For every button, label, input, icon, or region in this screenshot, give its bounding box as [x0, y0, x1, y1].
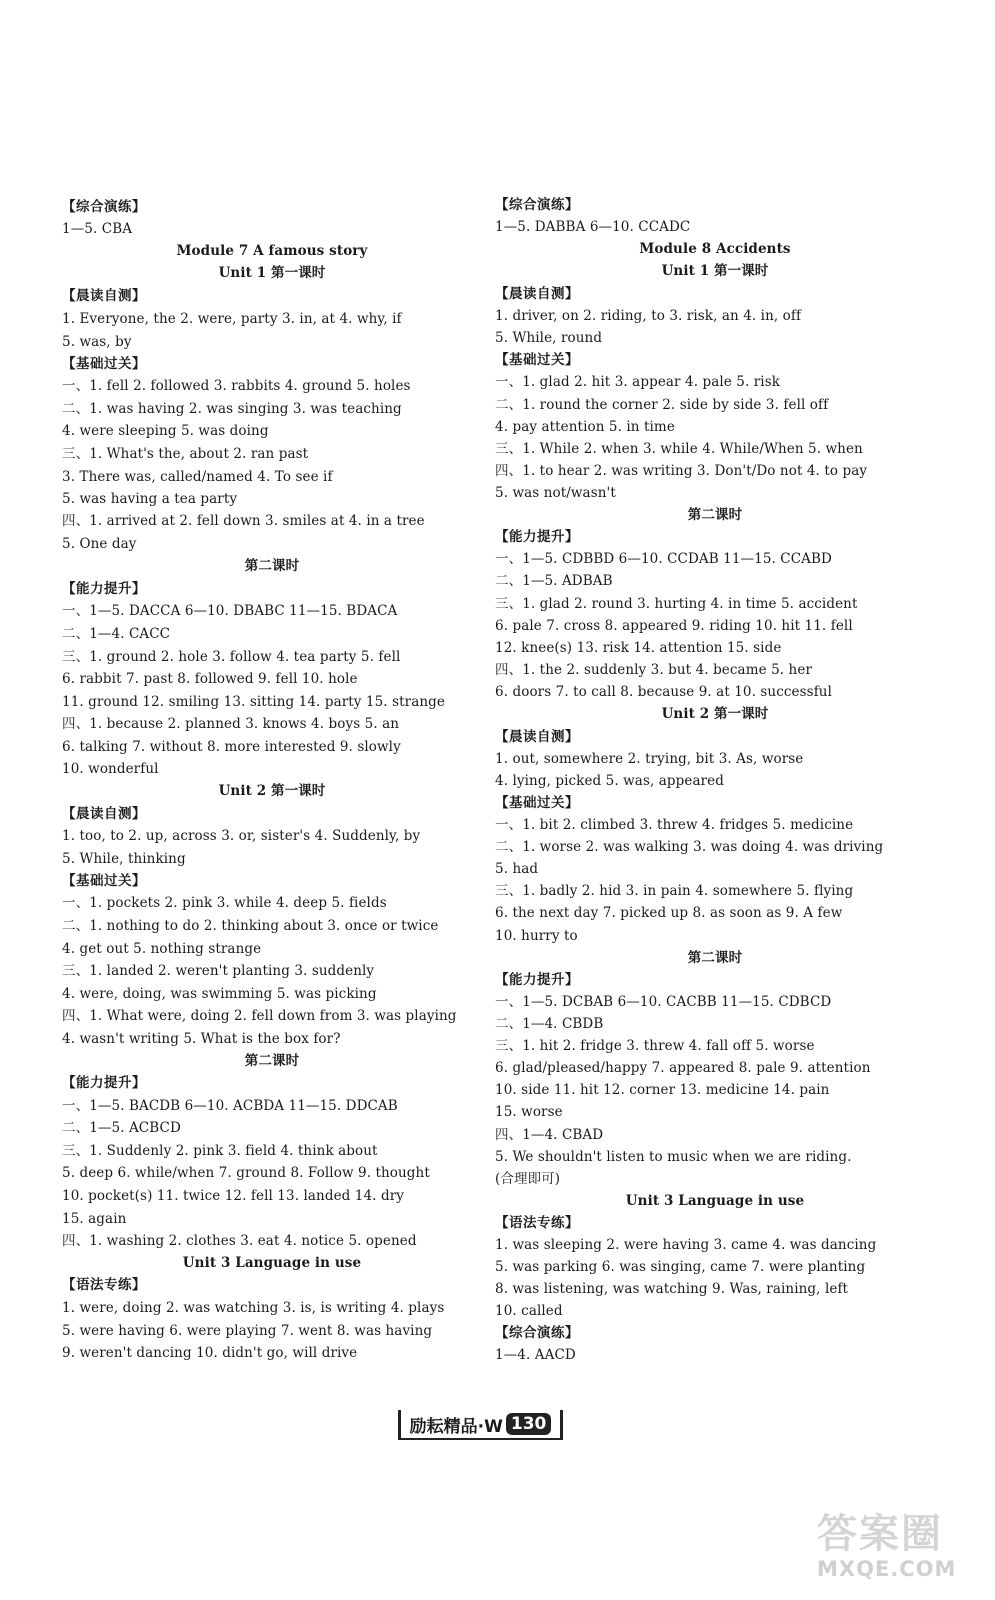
answer-line: 一、1—5. CDBBD 6—10. CCDAB 11—15. CCABD [495, 551, 832, 567]
answer-line: 1. Everyone, the 2. were, party 3. in, at 4. why, if [62, 311, 402, 327]
answer-line: 6. pale 7. cross 8. appeared 9. riding 10. hit 11. fell [495, 618, 853, 634]
watermark-logo-text: 答案圈 [817, 1511, 943, 1557]
answer-line: 11. ground 12. smiling 13. sitting 14. party 15. strange [62, 694, 445, 710]
section-header: 【能力提升】 [495, 972, 579, 988]
answer-line: 三、1. glad 2. round 3. hurting 4. in time 5. accident [495, 596, 858, 612]
answer-line: 4. were, doing, was swimming 5. was picking [62, 986, 377, 1002]
answer-line: 4. lying, picked 5. was, appeared [495, 773, 725, 789]
answer-line: 二、1—4. CBDB [495, 1016, 604, 1032]
lesson-title: 第二课时 [244, 1053, 300, 1069]
answer-line: 3. There was, called/named 4. To see if [62, 469, 333, 485]
answer-line: 一、1. fell 2. followed 3. rabbits 4. ground 5. holes [62, 378, 411, 394]
section-header: 【语法专练】 [495, 1215, 579, 1231]
section-header: 【晨读自测】 [495, 286, 579, 302]
answer-line: 二、1. worse 2. was walking 3. was doing 4. was driving [495, 839, 884, 855]
answer-line: 8. was listening, was watching 9. Was, raining, left [495, 1281, 849, 1297]
answer-line: 四、1. washing 2. clothes 3. eat 4. notice 5. opened [62, 1233, 417, 1249]
answer-line: 1. too, to 2. up, across 3. or, sister's 4. Suddenly, by [62, 828, 421, 844]
answer-line: 4. wasn't writing 5. What is the box for? [62, 1031, 341, 1047]
answer-line: 15. worse [495, 1104, 563, 1120]
answer-line: 10. pocket(s) 11. twice 12. fell 13. landed 14. dry [62, 1188, 404, 1204]
section-header: 【能力提升】 [62, 1075, 146, 1091]
lesson-title: 第二课时 [687, 507, 743, 523]
unit-title: Unit 1 第一课时 [218, 265, 326, 281]
section-header: 【综合演练】 [495, 197, 579, 213]
answer-line: 1. was sleeping 2. were having 3. came 4. was dancing [495, 1237, 877, 1253]
lesson-title: 第二课时 [687, 950, 743, 966]
section-header: 【能力提升】 [495, 529, 579, 545]
answer-line: 一、1. pockets 2. pink 3. while 4. deep 5. fields [62, 895, 387, 911]
answer-line: 10. called [495, 1303, 563, 1319]
answer-line: 5. While, round [495, 330, 603, 346]
section-header: 【语法专练】 [62, 1277, 146, 1293]
answer-line: 1. were, doing 2. was watching 3. is, is writing 4. plays [62, 1300, 445, 1316]
unit-title: Unit 3 Language in use [182, 1255, 362, 1271]
answer-line: 6. doors 7. to call 8. because 9. at 10. successful [495, 684, 833, 700]
answer-line: 1—5. CBA [62, 221, 133, 237]
answer-line: 6. rabbit 7. past 8. followed 9. fell 10. hole [62, 671, 358, 687]
answer-line: 5. had [495, 861, 539, 877]
answer-line: 4. get out 5. nothing strange [62, 941, 262, 957]
section-header: 【晨读自测】 [62, 288, 146, 304]
section-header: 【基础过关】 [495, 352, 579, 368]
section-header: 【基础过关】 [495, 795, 579, 811]
answer-line: 一、1—5. DCBAB 6—10. CACBB 11—15. CDBCD [495, 994, 832, 1010]
answer-line: 三、1. landed 2. weren't planting 3. suddenly [62, 963, 375, 979]
answer-line: 四、1. to hear 2. was writing 3. Don't/Do not 4. to pay [495, 463, 868, 479]
answer-line: 1. driver, on 2. riding, to 3. risk, an 4. in, off [495, 308, 802, 324]
answer-line: 5. were having 6. were playing 7. went 8. was having [62, 1323, 433, 1339]
answer-line: 一、1. bit 2. climbed 3. threw 4. fridges 5. medicine [495, 817, 854, 833]
answer-line: 5. While, thinking [62, 851, 186, 867]
answer-line: 10. hurry to [495, 928, 578, 944]
module-title: Module 7 A famous story [176, 243, 368, 259]
answer-line: 5. was having a tea party [62, 491, 238, 507]
answer-line: 二、1—5. ACBCD [62, 1120, 181, 1136]
answer-line: 10. side 11. hit 12. corner 13. medicine 14. pain [495, 1082, 830, 1098]
answer-line: 四、1. because 2. planned 3. knows 4. boys 5. an [62, 716, 400, 732]
answer-line: 四、1. arrived at 2. fell down 3. smiles at 4. in a tree [62, 513, 425, 529]
answer-line: 5. was not/wasn't [495, 485, 616, 501]
answer-line: 四、1. the 2. suddenly 3. but 4. became 5. her [495, 662, 812, 678]
section-header: 【综合演练】 [495, 1325, 579, 1341]
answer-line: 二、1. round the corner 2. side by side 3. fell off [495, 397, 829, 413]
answer-line: 5. was parking 6. was singing, came 7. were planting [495, 1259, 866, 1275]
answer-line: 一、1. glad 2. hit 3. appear 4. pale 5. risk [495, 374, 781, 390]
answer-line: 四、1—4. CBAD [495, 1127, 604, 1143]
section-header: 【晨读自测】 [62, 806, 146, 822]
page-number: 130 [506, 1413, 552, 1435]
answer-line: 三、1. hit 2. fridge 3. threw 4. fall off 5. worse [495, 1038, 815, 1054]
answer-line: 二、1. was having 2. was singing 3. was teaching [62, 401, 402, 417]
unit-title: Unit 1 第一课时 [661, 263, 769, 279]
answer-line: 三、1. Suddenly 2. pink 3. field 4. think about [62, 1143, 378, 1159]
answer-line: 1. out, somewhere 2. trying, bit 3. As, worse [495, 751, 804, 767]
answer-line: 6. talking 7. without 8. more interested 9. slowly [62, 739, 401, 755]
answer-line: 二、1—5. ADBAB [495, 573, 613, 589]
answer-line: 二、1. nothing to do 2. thinking about 3. once or twice [62, 918, 439, 934]
answer-line: 三、1. While 2. when 3. while 4. While/When 5. when [495, 441, 863, 457]
answer-line: 5. One day [62, 536, 137, 552]
answer-line: 15. again [62, 1211, 127, 1227]
answer-line: 三、1. What's the, about 2. ran past [62, 446, 309, 462]
section-header: 【基础过关】 [62, 873, 146, 889]
answer-line: 三、1. ground 2. hole 3. follow 4. tea party 5. fell [62, 649, 401, 665]
answer-line: 12. knee(s) 13. risk 14. attention 15. side [495, 640, 782, 656]
unit-title: Unit 2 第一课时 [661, 706, 769, 722]
answer-line: 1—5. DABBA 6—10. CCADC [495, 219, 691, 235]
answer-line: (合理即可) [495, 1171, 561, 1187]
answer-line: 一、1—5. BACDB 6—10. ACBDA 11—15. DDCAB [62, 1098, 398, 1114]
page-footer [398, 1410, 563, 1440]
section-header: 【能力提升】 [62, 581, 146, 597]
answer-line: 1—4. AACD [495, 1347, 576, 1363]
answer-line: 4. were sleeping 5. was doing [62, 423, 269, 439]
answer-line: 二、1—4. CACC [62, 626, 171, 642]
lesson-title: 第二课时 [244, 558, 300, 574]
section-header: 【晨读自测】 [495, 729, 579, 745]
answer-line: 4. pay attention 5. in time [495, 419, 675, 435]
answer-line: 9. weren't dancing 10. didn't go, will drive [62, 1345, 358, 1361]
answer-line: 5. We shouldn't listen to music when we are riding. [495, 1149, 852, 1165]
answer-line: 一、1—5. DACCA 6—10. DBABC 11—15. BDACA [62, 603, 398, 619]
answer-line: 6. the next day 7. picked up 8. as soon as 9. A few [495, 905, 843, 921]
answer-line: 6. glad/pleased/happy 7. appeared 8. pale 9. attention [495, 1060, 871, 1076]
answer-line: 5. deep 6. while/when 7. ground 8. Follow 9. thought [62, 1165, 430, 1181]
watermark [817, 1512, 977, 1592]
watermark-url: MXQE.COM [817, 1557, 957, 1581]
answer-line: 四、1. What were, doing 2. fell down from 3. was playing [62, 1008, 457, 1024]
answer-line: 5. was, by [62, 334, 132, 350]
section-header: 【综合演练】 [62, 199, 146, 215]
unit-title: Unit 3 Language in use [625, 1193, 805, 1209]
section-header: 【基础过关】 [62, 356, 146, 372]
answer-line: 10. wonderful [62, 761, 159, 777]
footer-brand: 励耘精品·W [409, 1416, 503, 1437]
answer-line: 三、1. badly 2. hid 3. in pain 4. somewhere 5. flying [495, 883, 854, 899]
module-title: Module 8 Accidents [639, 241, 791, 257]
unit-title: Unit 2 第一课时 [218, 783, 326, 799]
